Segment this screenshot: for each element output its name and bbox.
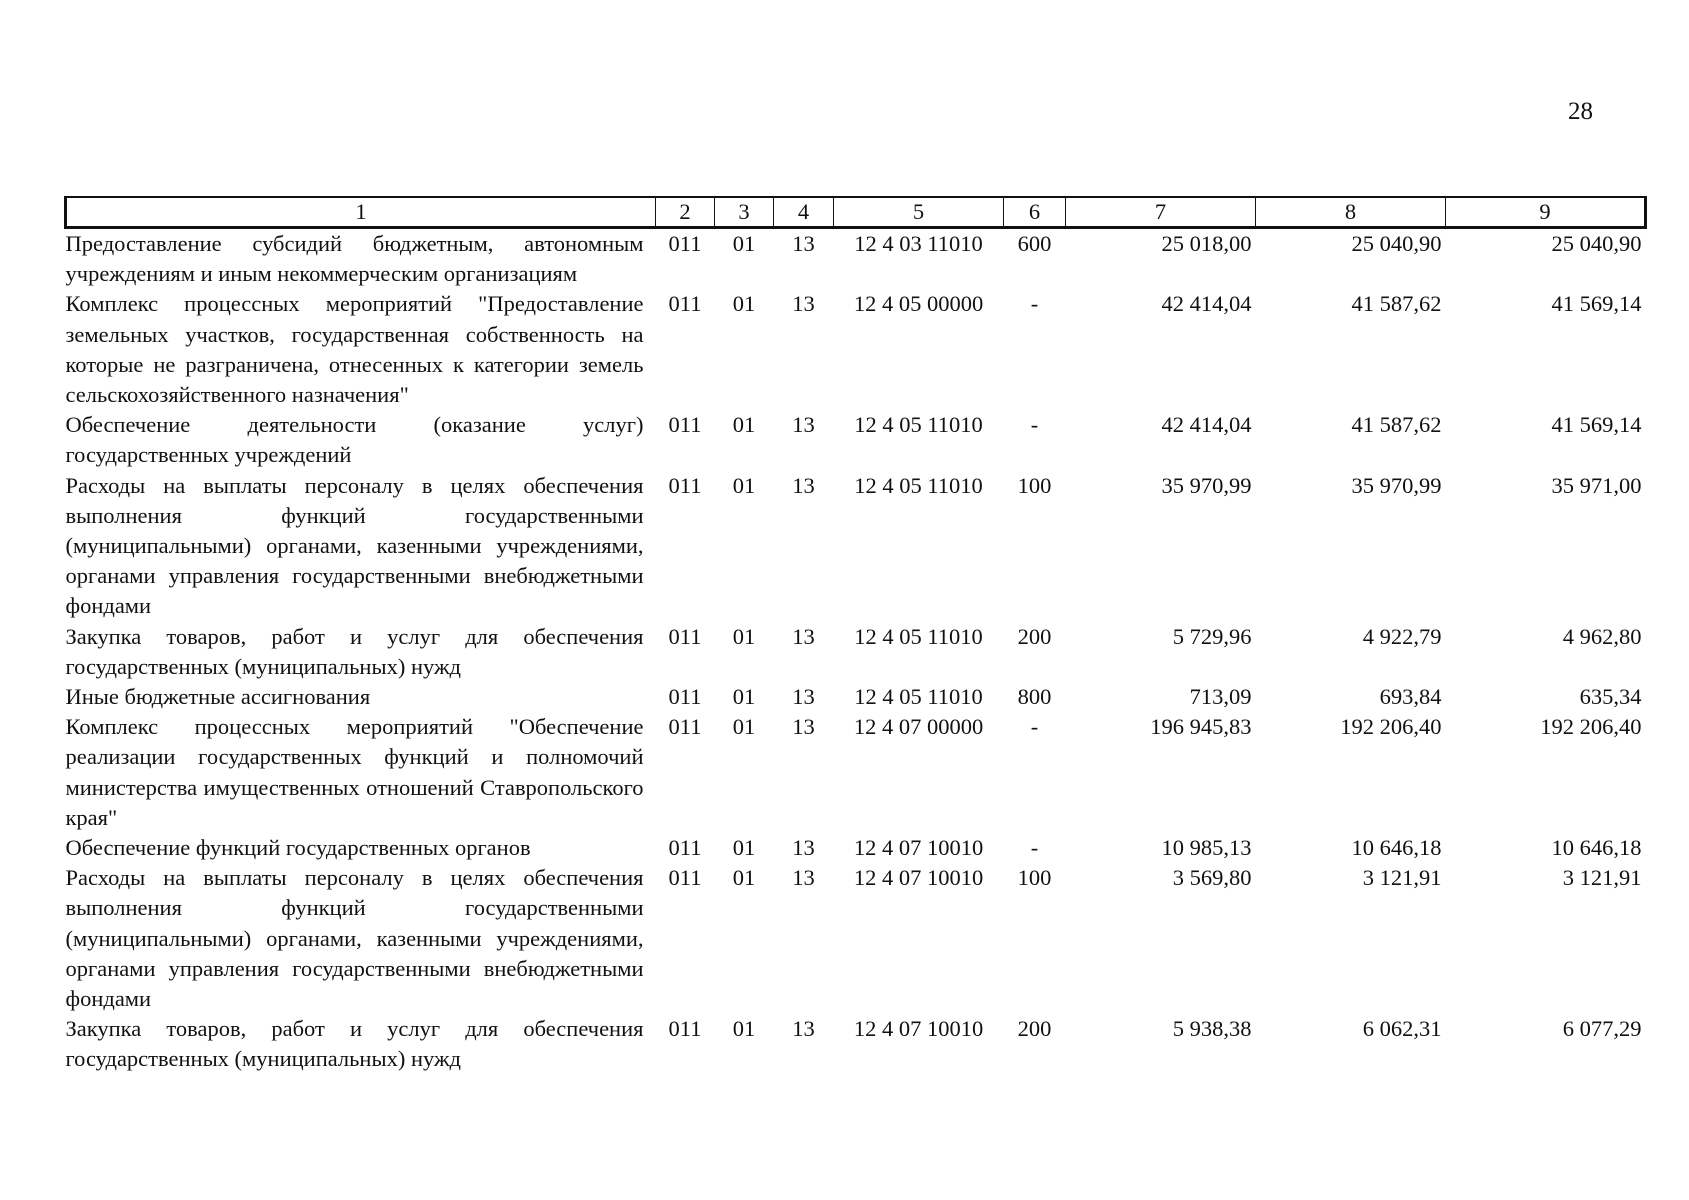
table-row — [66, 833, 1646, 863]
row-name-cell: Предоставление субсидий бюджетным, автономным учреждениям и иным некоммерческим организациям — [65, 231, 644, 287]
expense-type-cell: 200 — [1017, 623, 1052, 649]
ministry-code-cell: 011 — [668, 1016, 702, 1042]
amount-col7-cell: 35 970,99 — [1161, 472, 1252, 498]
subsection-code-cell: 13 — [792, 835, 815, 861]
ministry-code-cell: 011 — [668, 231, 702, 256]
section-code-cell: 01 — [732, 623, 756, 649]
column-header: 6 — [1004, 197, 1066, 228]
amount-col8-cell: 41 587,62 — [1351, 291, 1442, 317]
ministry-code-cell: 011 — [668, 684, 702, 710]
section-code-cell: 01 — [732, 1016, 756, 1042]
amount-col9-cell: 41 569,14 — [1551, 291, 1642, 317]
subsection-code-cell: 13 — [792, 623, 815, 649]
section-code-cell: 01 — [732, 714, 756, 740]
row-name-cell: Обеспечение деятельности (оказание услуг) государственных учреждений — [65, 412, 644, 468]
subsection-code-cell: 13 — [792, 472, 815, 498]
row-name-cell: Расходы на выплаты персоналу в целях обеспечения выполнения функций государственными (муниципальными) органами, казенными учреждениями, органами управления государственными внебюджетными фондами — [65, 472, 644, 619]
expense-type-cell: 200 — [1017, 1016, 1052, 1042]
column-header: 7 — [1066, 197, 1256, 228]
amount-col8-cell: 693,84 — [1379, 684, 1442, 710]
table-row — [66, 622, 1646, 682]
amount-col8-cell: 35 970,99 — [1351, 472, 1442, 498]
amount-col8-cell: 25 040,90 — [1351, 231, 1442, 256]
amount-col8-cell: 6 062,31 — [1362, 1016, 1442, 1042]
column-header: 8 — [1256, 197, 1446, 228]
section-code-cell: 01 — [732, 865, 756, 891]
expense-type-cell: - — [1030, 835, 1039, 861]
subsection-code-cell: 13 — [792, 291, 815, 317]
section-code-cell: 01 — [732, 291, 756, 317]
header-row — [66, 197, 1646, 228]
amount-col9-cell: 25 040,90 — [1551, 231, 1642, 256]
amount-col7-cell: 5 729,96 — [1172, 623, 1252, 649]
amount-col9-cell: 41 569,14 — [1551, 412, 1642, 438]
amount-col9-cell: 635,34 — [1579, 684, 1642, 710]
target-code-cell: 12 4 07 00000 — [853, 714, 984, 740]
expense-type-cell: - — [1030, 412, 1039, 438]
target-code-cell: 12 4 07 10010 — [853, 865, 984, 891]
section-code-cell: 01 — [732, 231, 756, 256]
column-header: 5 — [834, 197, 1004, 228]
ministry-code-cell: 011 — [668, 865, 702, 891]
amount-col9-cell: 35 971,00 — [1551, 472, 1642, 498]
table-row — [66, 863, 1646, 1014]
section-code-cell: 01 — [732, 684, 756, 710]
ministry-code-cell: 011 — [668, 412, 702, 438]
page-number: 28 — [1568, 98, 1593, 125]
column-header: 1 — [66, 197, 656, 228]
expense-type-cell: 100 — [1017, 472, 1052, 498]
row-name-cell: Комплекс процессных мероприятий "Обеспечение реализации государственных функций и полномочий министерства имущественных отношений Ставропольского края" — [65, 714, 644, 830]
row-name-cell: Закупка товаров, работ и услуг для обеспечения государственных (муниципальных) нужд — [65, 1016, 644, 1072]
column-header: 2 — [656, 197, 715, 228]
amount-col7-cell: 5 938,38 — [1172, 1016, 1252, 1042]
table-row — [66, 1014, 1646, 1074]
table-row — [66, 289, 1646, 410]
subsection-code-cell: 13 — [792, 231, 815, 256]
row-name-cell: Иные бюджетные ассигнования — [65, 684, 371, 710]
target-code-cell: 12 4 03 11010 — [854, 231, 983, 256]
amount-col7-cell: 3 569,80 — [1172, 865, 1252, 891]
table-row — [66, 228, 1646, 290]
amount-col7-cell: 196 945,83 — [1150, 714, 1252, 740]
amount-col7-cell: 25 018,00 — [1161, 231, 1252, 256]
row-name-cell: Закупка товаров, работ и услуг для обеспечения государственных (муниципальных) нужд — [65, 623, 644, 679]
target-code-cell: 12 4 05 11010 — [854, 684, 983, 710]
column-header: 3 — [715, 197, 774, 228]
subsection-code-cell: 13 — [792, 714, 815, 740]
amount-col8-cell: 41 587,62 — [1351, 412, 1442, 438]
target-code-cell: 12 4 05 11010 — [854, 472, 983, 498]
amount-col9-cell: 192 206,40 — [1540, 714, 1642, 740]
subsection-code-cell: 13 — [792, 865, 815, 891]
amount-col7-cell: 10 985,13 — [1161, 835, 1252, 861]
target-code-cell: 12 4 05 00000 — [853, 291, 984, 317]
amount-col7-cell: 713,09 — [1189, 684, 1252, 710]
table-row — [66, 471, 1646, 622]
target-code-cell: 12 4 07 10010 — [853, 1016, 984, 1042]
amount-col9-cell: 10 646,18 — [1551, 835, 1642, 861]
expense-type-cell: 100 — [1017, 865, 1052, 891]
column-header: 4 — [774, 197, 834, 228]
section-code-cell: 01 — [732, 835, 756, 861]
amount-col7-cell: 42 414,04 — [1161, 291, 1252, 317]
table-row — [66, 410, 1646, 470]
amount-col7-cell: 42 414,04 — [1161, 412, 1252, 438]
amount-col9-cell: 3 121,91 — [1562, 865, 1642, 891]
section-code-cell: 01 — [732, 412, 756, 438]
ministry-code-cell: 011 — [668, 623, 702, 649]
ministry-code-cell: 011 — [668, 714, 702, 740]
section-code-cell: 01 — [732, 472, 756, 498]
subsection-code-cell: 13 — [792, 1016, 815, 1042]
table-row — [66, 712, 1646, 833]
subsection-code-cell: 13 — [792, 412, 815, 438]
row-name-cell: Расходы на выплаты персоналу в целях обеспечения выполнения функций государственными (муниципальными) органами, казенными учреждениями, органами управления государственными внебюджетными фондами — [65, 865, 644, 1012]
table-body — [66, 228, 1646, 1075]
expense-type-cell: - — [1030, 291, 1039, 317]
target-code-cell: 12 4 05 11010 — [854, 412, 983, 438]
expense-type-cell: 600 — [1017, 231, 1052, 256]
table-row — [66, 682, 1646, 712]
table-header — [66, 197, 1646, 228]
ministry-code-cell: 011 — [668, 472, 702, 498]
column-header: 9 — [1446, 197, 1646, 228]
amount-col9-cell: 4 962,80 — [1562, 623, 1642, 649]
expense-type-cell: 800 — [1017, 684, 1052, 710]
ministry-code-cell: 011 — [668, 835, 702, 861]
amount-col8-cell: 10 646,18 — [1351, 835, 1442, 861]
row-name-cell: Комплекс процессных мероприятий "Предоставление земельных участков, государственная собственность на которые не разграничена, отнесенных к категории земель сельскохозяйственного назначения" — [65, 291, 644, 408]
row-name-cell: Обеспечение функций государственных органов — [65, 835, 531, 861]
target-code-cell: 12 4 07 10010 — [853, 835, 984, 861]
amount-col8-cell: 192 206,40 — [1340, 714, 1442, 740]
amount-col8-cell: 4 922,79 — [1362, 623, 1442, 649]
expense-type-cell: - — [1030, 714, 1039, 740]
target-code-cell: 12 4 05 11010 — [854, 623, 983, 649]
budget-table — [64, 196, 1647, 1075]
subsection-code-cell: 13 — [792, 684, 815, 710]
amount-col9-cell: 6 077,29 — [1562, 1016, 1642, 1042]
amount-col8-cell: 3 121,91 — [1362, 865, 1442, 891]
ministry-code-cell: 011 — [668, 291, 702, 317]
